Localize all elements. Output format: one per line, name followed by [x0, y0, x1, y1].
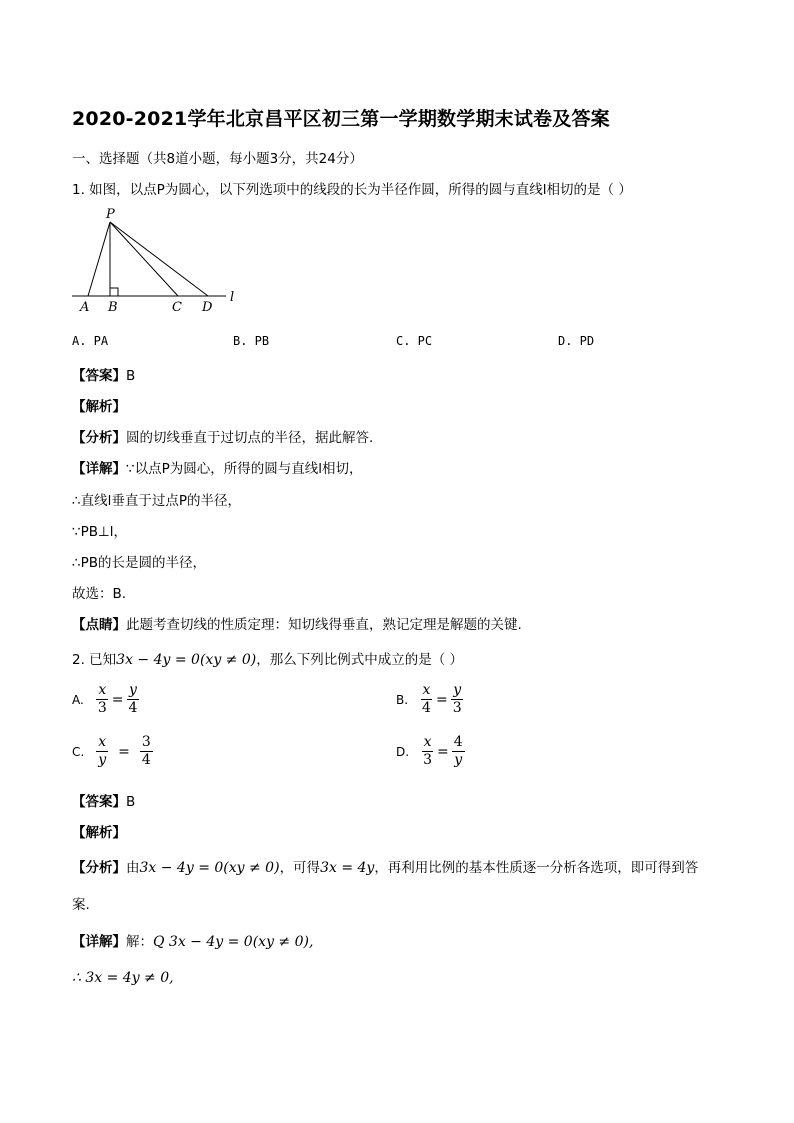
xiangjie-tag: 【详解】 — [72, 934, 126, 950]
q1-answer — [72, 364, 135, 384]
xiangjie-text: ∵以点P为圆心，所得的圆与直线l相切， — [126, 461, 363, 477]
fenxi-tag: 【分析】 — [72, 430, 126, 446]
q1-dianjing — [72, 613, 522, 633]
q2-analysis-tag: 【解析】 — [72, 825, 126, 841]
q1-option-d: D. PD — [558, 334, 595, 348]
label-p: P — [106, 207, 115, 222]
numerator: x — [98, 734, 107, 750]
numerator: x — [98, 682, 107, 698]
equals-sign: = — [118, 743, 130, 760]
q2-stem-pre: 2. 已知 — [72, 652, 117, 668]
denominator: 3 — [452, 700, 462, 716]
segment-pa — [88, 222, 110, 296]
option-label: B. — [396, 692, 409, 707]
answer-value: B — [126, 368, 136, 384]
numerator: y — [128, 682, 137, 698]
numerator: x — [422, 682, 431, 698]
section-heading: 一、选择题（共8道小题，每小题3分，共24分） — [72, 151, 363, 167]
denominator: 3 — [97, 700, 107, 716]
q2-xiangjie — [72, 930, 313, 950]
denominator: 3 — [423, 752, 432, 768]
option-label: D. — [396, 744, 410, 759]
q1-line-4: 故选：B. — [72, 586, 127, 602]
label-d: D — [202, 300, 213, 315]
numerator: y — [453, 682, 462, 698]
answer-value: B — [126, 794, 136, 810]
q2-stem-math: 3x − 4y = 0(xy ≠ 0) — [116, 652, 257, 668]
option-label: A. — [72, 692, 84, 707]
xiangjie-math: Q 3x − 4y = 0(xy ≠ 0), — [153, 934, 314, 950]
q1-option-b: B. PB — [233, 334, 270, 348]
label-a: A — [80, 300, 90, 315]
q2-stem — [72, 648, 463, 668]
fenxi-mid: ，可得 — [279, 860, 321, 876]
equals-sign: = — [436, 743, 449, 760]
equals-sign: = — [111, 691, 124, 708]
q1-figure — [68, 204, 248, 316]
q2-stem-post: ，那么下列比例式中成立的是（ ） — [256, 652, 464, 668]
numerator: 3 — [141, 734, 151, 750]
denominator: 4 — [141, 752, 151, 768]
q1-line-1: ∴直线l垂直于过点P的半径， — [72, 493, 241, 509]
label-b: B — [108, 300, 118, 315]
q2-option-c — [72, 734, 153, 769]
q2-option-a — [72, 682, 139, 717]
xiangjie-pre: 解： — [126, 934, 153, 950]
q1-line-3: ∴PB的长是圆的半径， — [72, 555, 206, 571]
q2-last-line: ∴ 3x = 4y ≠ 0, — [72, 970, 174, 986]
q2-fenxi-line-2: 案. — [72, 897, 90, 913]
q2-fenxi — [72, 856, 698, 876]
q1-fenxi — [72, 426, 373, 446]
dianjing-tag: 【点睛】 — [72, 617, 126, 633]
q1-option-c: C. PC — [396, 334, 433, 348]
label-l: l — [230, 290, 235, 305]
q1-line-2: ∵PB⊥l， — [72, 524, 128, 540]
fenxi-text: 圆的切线垂直于过切点的半径，据此解答. — [126, 430, 374, 446]
label-c: C — [172, 300, 182, 315]
q2-option-b — [396, 682, 464, 717]
q1-analysis-tag: 【解析】 — [72, 399, 126, 415]
dianjing-text: 此题考查切线的性质定理：知切线得垂直，熟记定理是解题的关键. — [126, 617, 522, 633]
denominator: y — [98, 752, 107, 768]
answer-tag: 【答案】 — [72, 368, 126, 384]
numerator: 4 — [453, 734, 463, 750]
fenxi-pre: 由 — [126, 860, 140, 876]
q1-xiangjie — [72, 457, 362, 477]
q1-option-a: A. PA — [72, 334, 109, 348]
fenxi-math-2: 3x = 4y — [320, 860, 375, 876]
numerator: x — [423, 734, 432, 750]
denominator: 4 — [128, 700, 138, 716]
segment-pd — [110, 222, 208, 296]
denominator: 4 — [422, 700, 431, 716]
fenxi-math-1: 3x − 4y = 0(xy ≠ 0) — [139, 860, 280, 876]
answer-tag: 【答案】 — [72, 794, 126, 810]
equals-sign: = — [435, 691, 448, 708]
q2-option-d — [396, 734, 465, 769]
option-label: C. — [72, 744, 85, 759]
q2-answer — [72, 790, 135, 810]
fenxi-tag: 【分析】 — [72, 860, 126, 876]
denominator: y — [454, 752, 463, 768]
q1-stem: 1. 如图，以点P为圆心，以下列选项中的线段的长为半径作圆，所得的圆与直线l相切的是（ ） — [72, 182, 632, 198]
page-title: 2020-2021学年北京昌平区初三第一学期数学期末试卷及答案 — [72, 108, 610, 130]
segment-pc — [110, 222, 178, 296]
right-angle-mark — [110, 288, 118, 296]
xiangjie-tag: 【详解】 — [72, 461, 126, 477]
fenxi-post: ，再利用比例的基本性质逐一分析各选项，即可得到答 — [374, 860, 699, 876]
